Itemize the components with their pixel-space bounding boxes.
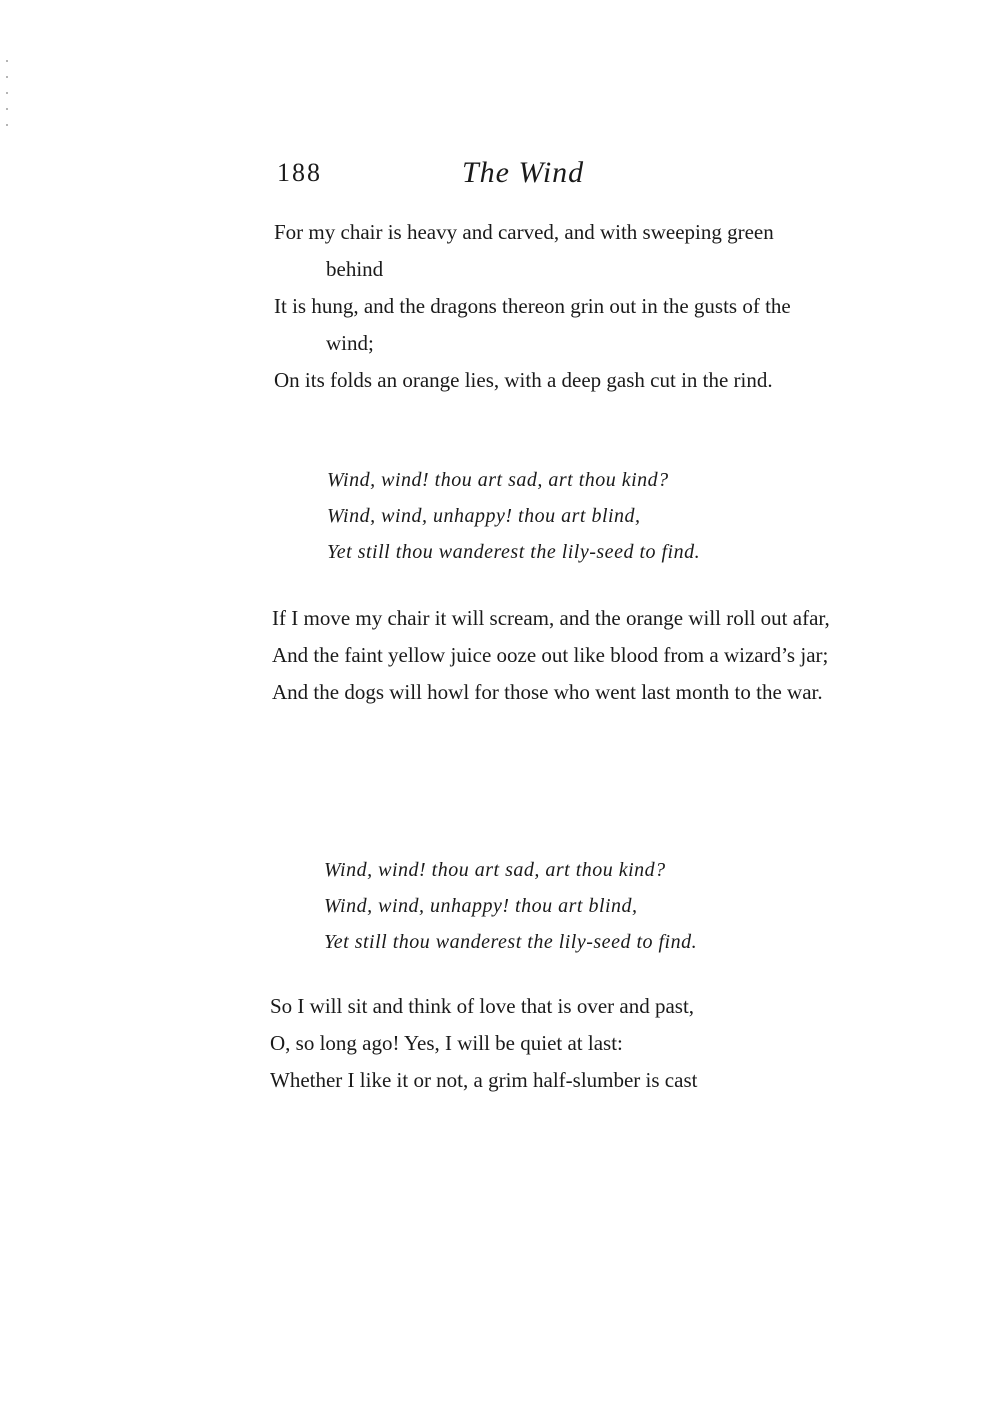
verse-line: O, so long ago! Yes, I will be quiet at last: (270, 1031, 623, 1055)
page-number: 188 (277, 158, 322, 187)
scan-speck (6, 76, 8, 78)
refrain-line: Wind, wind, unhappy! thou art blind, (327, 505, 641, 527)
verse-line: On its folds an orange lies, with a deep gash cut in the rind. (274, 368, 773, 392)
scan-speck (6, 60, 8, 62)
refrain-line: Yet still thou wanderest the lily-seed to find. (324, 931, 698, 953)
refrain-line: Wind, wind! thou art sad, art thou kind? (324, 859, 666, 881)
verse-line: And the faint yellow juice ooze out like blood from a wizard’s jar; (272, 643, 829, 667)
scan-speck (6, 124, 8, 126)
refrain-line: Wind, wind, unhappy! thou art blind, (324, 895, 638, 917)
verse-line: If I move my chair it will scream, and the orange will roll out afar, (272, 606, 830, 630)
verse-line: So I will sit and think of love that is over and past, (270, 994, 695, 1018)
stanza-2 (272, 600, 832, 711)
verse-line: And the dogs will howl for those who went last month to the war. (272, 680, 823, 704)
running-title: The Wind (462, 156, 585, 189)
verse-line: Whether I like it or not, a grim half-slumber is cast (270, 1068, 698, 1092)
refrain-line: Wind, wind! thou art sad, art thou kind? (327, 469, 669, 491)
refrain-1 (327, 462, 700, 570)
verse-line: For my chair is heavy and carved, and with sweeping green behind (274, 220, 774, 281)
scan-margin-marks (6, 60, 10, 160)
stanza-3 (270, 988, 850, 1099)
verse-line: It is hung, and the dragons thereon grin out in the gusts of the wind; (274, 294, 791, 355)
stanza-1 (274, 214, 834, 399)
refrain-line: Yet still thou wanderest the lily-seed to find. (327, 541, 701, 563)
scan-speck (6, 92, 8, 94)
scan-speck (6, 108, 8, 110)
refrain-2 (324, 852, 697, 960)
